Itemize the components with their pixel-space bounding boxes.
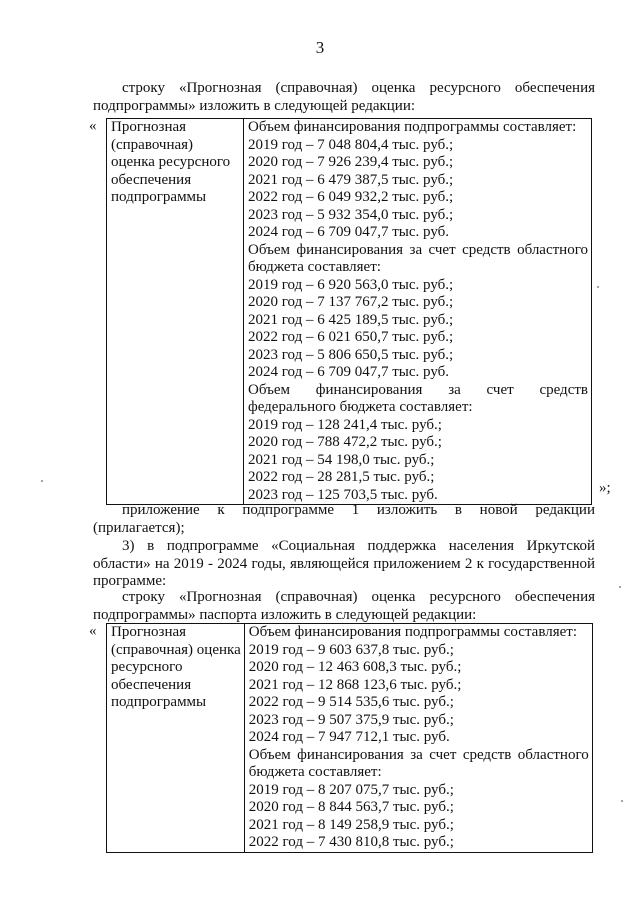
opening-quote: « (89, 118, 97, 134)
scan-speck (41, 480, 43, 482)
text-line: подпрограммы» паспорта изложить в следующей редакции: (93, 606, 477, 623)
text-line: строку «Прогнозная (справочная) оценка ресурсного обеспечения (122, 80, 595, 96)
text-line: 2019 год – 128 241,4 тыс. руб.; (248, 416, 442, 433)
text-line: приложение к подпрограмме 1 изложить в новой редакции (122, 502, 595, 518)
scan-speck (621, 800, 623, 802)
closing-quote: »; (599, 480, 611, 496)
text-line: 2022 год – 6 049 932,2 тыс. руб.; (248, 189, 454, 205)
text-line: 2022 год – 7 430 810,8 тыс. руб.; (248, 834, 454, 850)
text-line: строку «Прогнозная (справочная) оценка ресурсного обеспечения (122, 589, 595, 605)
text-line: 2019 год – 7 048 804,4 тыс. руб.; (248, 136, 454, 153)
text-line: 2020 год – 7 926 239,4 тыс. руб.; (248, 154, 454, 170)
text-line: 2024 год – 7 947 712,1 тыс. руб. (248, 729, 450, 745)
text-line: 2021 год – 6 425 189,5 тыс. руб.; (248, 311, 454, 328)
text-line: обеспечения (111, 171, 192, 188)
text-line: 2019 год – 9 603 637,8 тыс. руб.; (248, 641, 454, 658)
text-line: (справочная) оценка (111, 641, 241, 658)
funding-table-2 (106, 623, 593, 853)
text-line: области» на 2019 - 2024 годы, являющейся приложением 2 к государственной (93, 555, 595, 572)
page-number: 3 (315, 38, 325, 57)
text-line: 2024 год – 6 709 047,7 тыс. руб. (248, 364, 450, 380)
text-line: федерального бюджета составляет: (248, 399, 473, 415)
table-row (107, 624, 593, 853)
text-line: (прилагается); (93, 519, 185, 536)
paragraph-appendix (93, 502, 595, 537)
text-line: программе: (93, 573, 167, 589)
funding-values-cell (244, 119, 592, 505)
text-line: Объем финансирования подпрограммы составляет: (248, 624, 577, 640)
text-line: 2021 год – 8 149 258,9 тыс. руб.; (248, 816, 454, 833)
text-line: бюджета составляет: (248, 764, 382, 780)
text-line: подпрограммы» изложить в следующей редакции: (93, 97, 416, 114)
text-line: 2022 год – 9 514 535,6 тыс. руб.; (248, 694, 454, 710)
paragraph-intro-1 (93, 80, 595, 115)
text-line: оценка ресурсного (111, 154, 231, 170)
text-line: Объем финансирования за счет средств областного (248, 746, 589, 763)
text-line: 2023 год – 9 507 375,9 тыс. руб.; (248, 711, 454, 728)
text-line: обеспечения (111, 676, 192, 693)
text-line: подпрограммы (111, 189, 207, 205)
funding-table-1 (106, 118, 592, 505)
text-line: 2022 год – 6 021 650,7 тыс. руб.; (248, 329, 454, 345)
table-row (107, 119, 592, 505)
text-line: 2020 год – 7 137 767,2 тыс. руб.; (248, 294, 454, 310)
text-line: Объем финансирования подпрограммы составляет: (248, 119, 577, 135)
text-line: 2021 год – 6 479 387,5 тыс. руб.; (248, 171, 454, 188)
text-line: 2020 год – 788 472,2 тыс. руб.; (248, 434, 442, 450)
text-line: (справочная) (111, 136, 194, 153)
row-header-cell (107, 119, 244, 505)
text-line: 2019 год – 6 920 563,0 тыс. руб.; (248, 276, 454, 293)
text-line: 2021 год – 54 198,0 тыс. руб.; (248, 451, 435, 468)
text-line: Объем финансирования за счет средств (248, 381, 588, 398)
opening-quote: « (89, 623, 97, 639)
text-line: 2023 год – 125 703,5 тыс. руб. (248, 486, 438, 503)
text-line: 2023 год – 5 806 650,5 тыс. руб.; (248, 346, 454, 363)
text-line: Прогнозная (111, 119, 187, 135)
text-line: 2022 год – 28 281,5 тыс. руб.; (248, 469, 435, 485)
funding-values-cell (244, 624, 592, 853)
text-line: 2020 год – 8 844 563,7 тыс. руб.; (248, 799, 454, 815)
text-line: 2024 год – 6 709 047,7 тыс. руб. (248, 224, 450, 240)
paragraph-intro-2 (93, 589, 595, 624)
text-line: 2021 год – 12 868 123,6 тыс. руб.; (248, 676, 462, 693)
paragraph-subprogram-3 (93, 538, 595, 591)
text-line: 2019 год – 8 207 075,7 тыс. руб.; (248, 781, 454, 798)
text-line: 2023 год – 5 932 354,0 тыс. руб.; (248, 206, 454, 223)
text-line: Объем финансирования за счет средств областного (248, 241, 588, 258)
text-line: 2020 год – 12 463 608,3 тыс. руб.; (248, 659, 462, 675)
row-header-cell (107, 624, 245, 853)
text-line: подпрограммы (111, 694, 207, 710)
text-line: 3) в подпрограмме «Социальная поддержка населения Иркутской (122, 538, 595, 554)
scan-speck (597, 286, 599, 288)
text-line: Прогнозная (111, 624, 187, 640)
text-line: бюджета составляет: (248, 259, 381, 275)
scan-speck (619, 586, 621, 588)
text-line: ресурсного (111, 659, 183, 675)
